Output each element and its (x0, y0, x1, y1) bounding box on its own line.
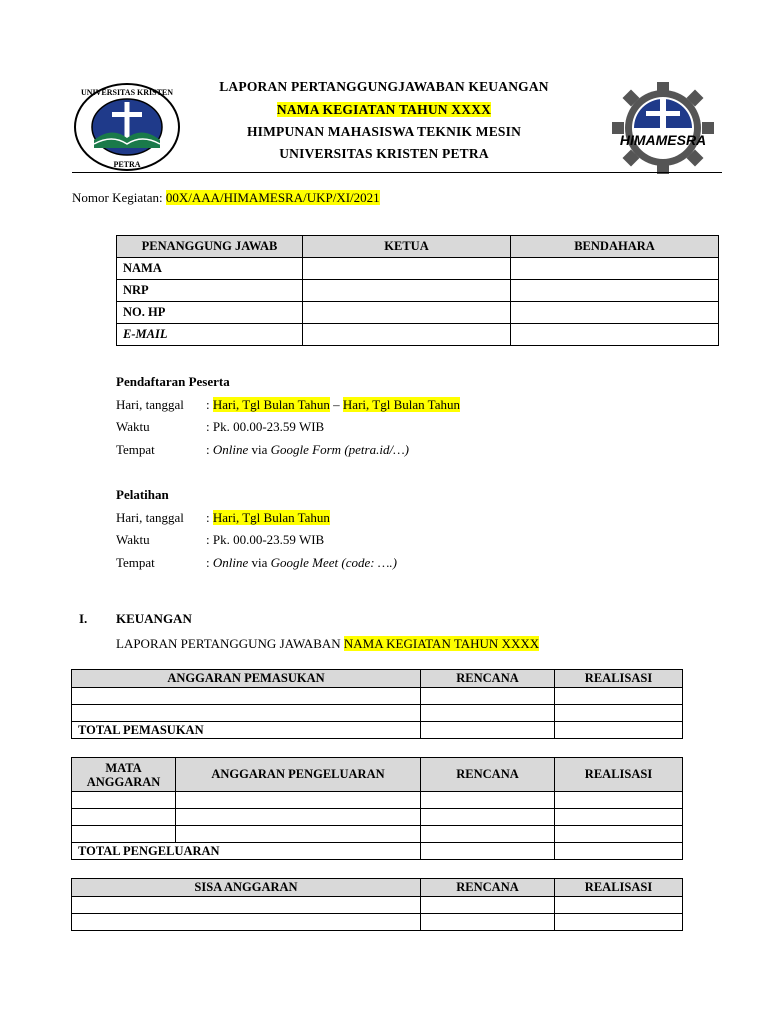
table-cell[interactable] (421, 826, 555, 843)
organization-name: HIMPUNAN MAHASISWA TEKNIK MESIN (246, 124, 522, 139)
colon: : (206, 555, 213, 570)
table-cell[interactable] (176, 809, 421, 826)
income-total-label: TOTAL PEMASUKAN (72, 722, 421, 739)
section-number: I. (79, 611, 88, 626)
table-cell[interactable] (421, 792, 555, 809)
colon: : (206, 442, 213, 457)
registration-place-platform: Google Form (270, 442, 342, 457)
table-cell[interactable] (72, 792, 176, 809)
pj-cell-bendahara-hp[interactable] (511, 302, 719, 324)
pj-cell-ketua-nrp[interactable] (303, 280, 511, 302)
colon: : (206, 532, 213, 547)
table-row (72, 826, 683, 843)
table-cell[interactable] (555, 914, 683, 931)
section-subtitle-highlight: NAMA KEGIATAN TAHUN XXXX (343, 636, 540, 651)
income-total-plan[interactable] (421, 722, 555, 739)
activity-number-label: Nomor Kegiatan: (72, 190, 166, 205)
expense-total-label: TOTAL PENGELUARAN (72, 843, 421, 860)
section-subtitle (116, 636, 539, 652)
pj-row-nrp: NRP (117, 280, 303, 302)
colon: : (206, 419, 213, 434)
table-cell[interactable] (72, 826, 176, 843)
training-time (206, 532, 324, 548)
table-row (117, 302, 719, 324)
remaining-header-item: SISA ANGGARAN (72, 879, 421, 897)
pj-header-bendahara: BENDAHARA (511, 236, 719, 258)
registration-date-sep: – (329, 397, 343, 412)
remaining-header-plan: RENCANA (421, 879, 555, 897)
table-cell[interactable] (421, 897, 555, 914)
table-row (72, 809, 683, 826)
activity-number (72, 190, 380, 206)
pj-cell-bendahara-email[interactable] (511, 324, 719, 346)
registration-date-end: Hari, Tgl Bulan Tahun (342, 397, 460, 412)
table-cell[interactable] (421, 809, 555, 826)
remaining-budget-table (71, 878, 683, 931)
table-cell[interactable] (555, 792, 683, 809)
training-date-value: Hari, Tgl Bulan Tahun (212, 510, 330, 525)
table-cell[interactable] (176, 826, 421, 843)
expense-header-category: MATA ANGGARAN (72, 758, 176, 792)
university-name: UNIVERSITAS KRISTEN PETRA (279, 146, 489, 161)
himamesra-logo-text: HIMAMESRA (619, 132, 707, 148)
income-header-actual: REALISASI (555, 670, 683, 688)
pj-row-hp: NO. HP (117, 302, 303, 324)
income-total-row (72, 722, 683, 739)
registration-time-value: Pk. 00.00-23.59 WIB (212, 419, 325, 434)
table-row (72, 705, 683, 722)
table-cell[interactable] (421, 914, 555, 931)
expense-header-plan: RENCANA (421, 758, 555, 792)
pj-row-nama: NAMA (117, 258, 303, 280)
pj-cell-ketua-email[interactable] (303, 324, 511, 346)
activity-number-value: 00X/AAA/HIMAMESRA/UKP/XI/2021 (165, 190, 380, 205)
table-cell[interactable] (72, 914, 421, 931)
training-place-label: Tempat (116, 555, 155, 570)
registration-time-label: Waktu (116, 419, 150, 434)
expense-total-plan[interactable] (421, 843, 555, 860)
expense-header-item: ANGGARAN PENGELUARAN (176, 758, 421, 792)
doc-title: LAPORAN PERTANGGUNGJAWABAN KEUANGAN (219, 79, 549, 94)
registration-place-detail: (petra.id/…) (341, 442, 409, 457)
header-rule (72, 172, 722, 173)
table-row (72, 897, 683, 914)
table-row (117, 324, 719, 346)
table-cell[interactable] (72, 897, 421, 914)
registration-place-label: Tempat (116, 442, 155, 457)
section-subtitle-prefix: LAPORAN PERTANGGUNG JAWABAN (116, 636, 344, 651)
expense-total-row (72, 843, 683, 860)
himamesra-logo (608, 82, 718, 174)
expense-table (71, 757, 683, 860)
pj-cell-ketua-nama[interactable] (303, 258, 511, 280)
income-header-plan: RENCANA (421, 670, 555, 688)
table-cell[interactable] (555, 897, 683, 914)
registration-date (206, 397, 460, 413)
table-row (72, 792, 683, 809)
pj-header-ketua: KETUA (303, 236, 511, 258)
registration-title: Pendaftaran Peserta (116, 374, 230, 389)
table-cell[interactable] (555, 705, 683, 722)
pj-row-email: E-MAIL (117, 324, 303, 346)
training-date (206, 510, 330, 526)
training-place-platform: Google Meet (270, 555, 339, 570)
table-cell[interactable] (555, 826, 683, 843)
pj-cell-bendahara-nrp[interactable] (511, 280, 719, 302)
remaining-header-actual: REALISASI (555, 879, 683, 897)
registration-place-online: Online (212, 442, 249, 457)
registration-date-start: Hari, Tgl Bulan Tahun (212, 397, 330, 412)
ukp-logo-text-top: UNIVERSITAS KRISTEN (80, 88, 174, 97)
table-row (117, 280, 719, 302)
training-date-label: Hari, tanggal (116, 510, 184, 525)
training-place-online: Online (212, 555, 249, 570)
pj-table-header (117, 236, 719, 258)
table-cell[interactable] (72, 705, 421, 722)
income-table-header (72, 670, 683, 688)
table-row (72, 688, 683, 705)
training-place (206, 555, 397, 571)
remaining-table-header (72, 879, 683, 897)
activity-name-highlight: NAMA KEGIATAN TAHUN XXXX (276, 102, 492, 117)
training-place-detail: (code: ….) (338, 555, 398, 570)
training-time-label: Waktu (116, 532, 150, 547)
table-row (117, 258, 719, 280)
table-cell[interactable] (421, 705, 555, 722)
table-cell[interactable] (555, 809, 683, 826)
registration-place (206, 442, 409, 458)
pj-table (116, 235, 719, 346)
expense-total-actual[interactable] (555, 843, 683, 860)
income-total-actual[interactable] (555, 722, 683, 739)
expense-table-header (72, 758, 683, 792)
registration-place-via: via (248, 442, 271, 457)
training-place-via: via (248, 555, 271, 570)
pj-header-role: PENANGGUNG JAWAB (117, 236, 303, 258)
registration-time (206, 419, 324, 435)
training-title: Pelatihan (116, 487, 169, 502)
colon: : (206, 510, 213, 525)
section-title: KEUANGAN (116, 611, 192, 626)
table-cell[interactable] (176, 792, 421, 809)
training-time-value: Pk. 00.00-23.59 WIB (212, 532, 325, 547)
pj-cell-bendahara-nama[interactable] (511, 258, 719, 280)
table-cell[interactable] (72, 809, 176, 826)
registration-date-label: Hari, tanggal (116, 397, 184, 412)
table-cell[interactable] (72, 688, 421, 705)
table-cell[interactable] (421, 688, 555, 705)
income-header-item: ANGGARAN PEMASUKAN (72, 670, 421, 688)
table-cell[interactable] (555, 688, 683, 705)
ukp-logo-text-bottom: PETRA (113, 160, 141, 169)
income-table (71, 669, 683, 739)
table-row (72, 914, 683, 931)
expense-header-actual: REALISASI (555, 758, 683, 792)
colon: : (206, 397, 213, 412)
pj-cell-ketua-hp[interactable] (303, 302, 511, 324)
